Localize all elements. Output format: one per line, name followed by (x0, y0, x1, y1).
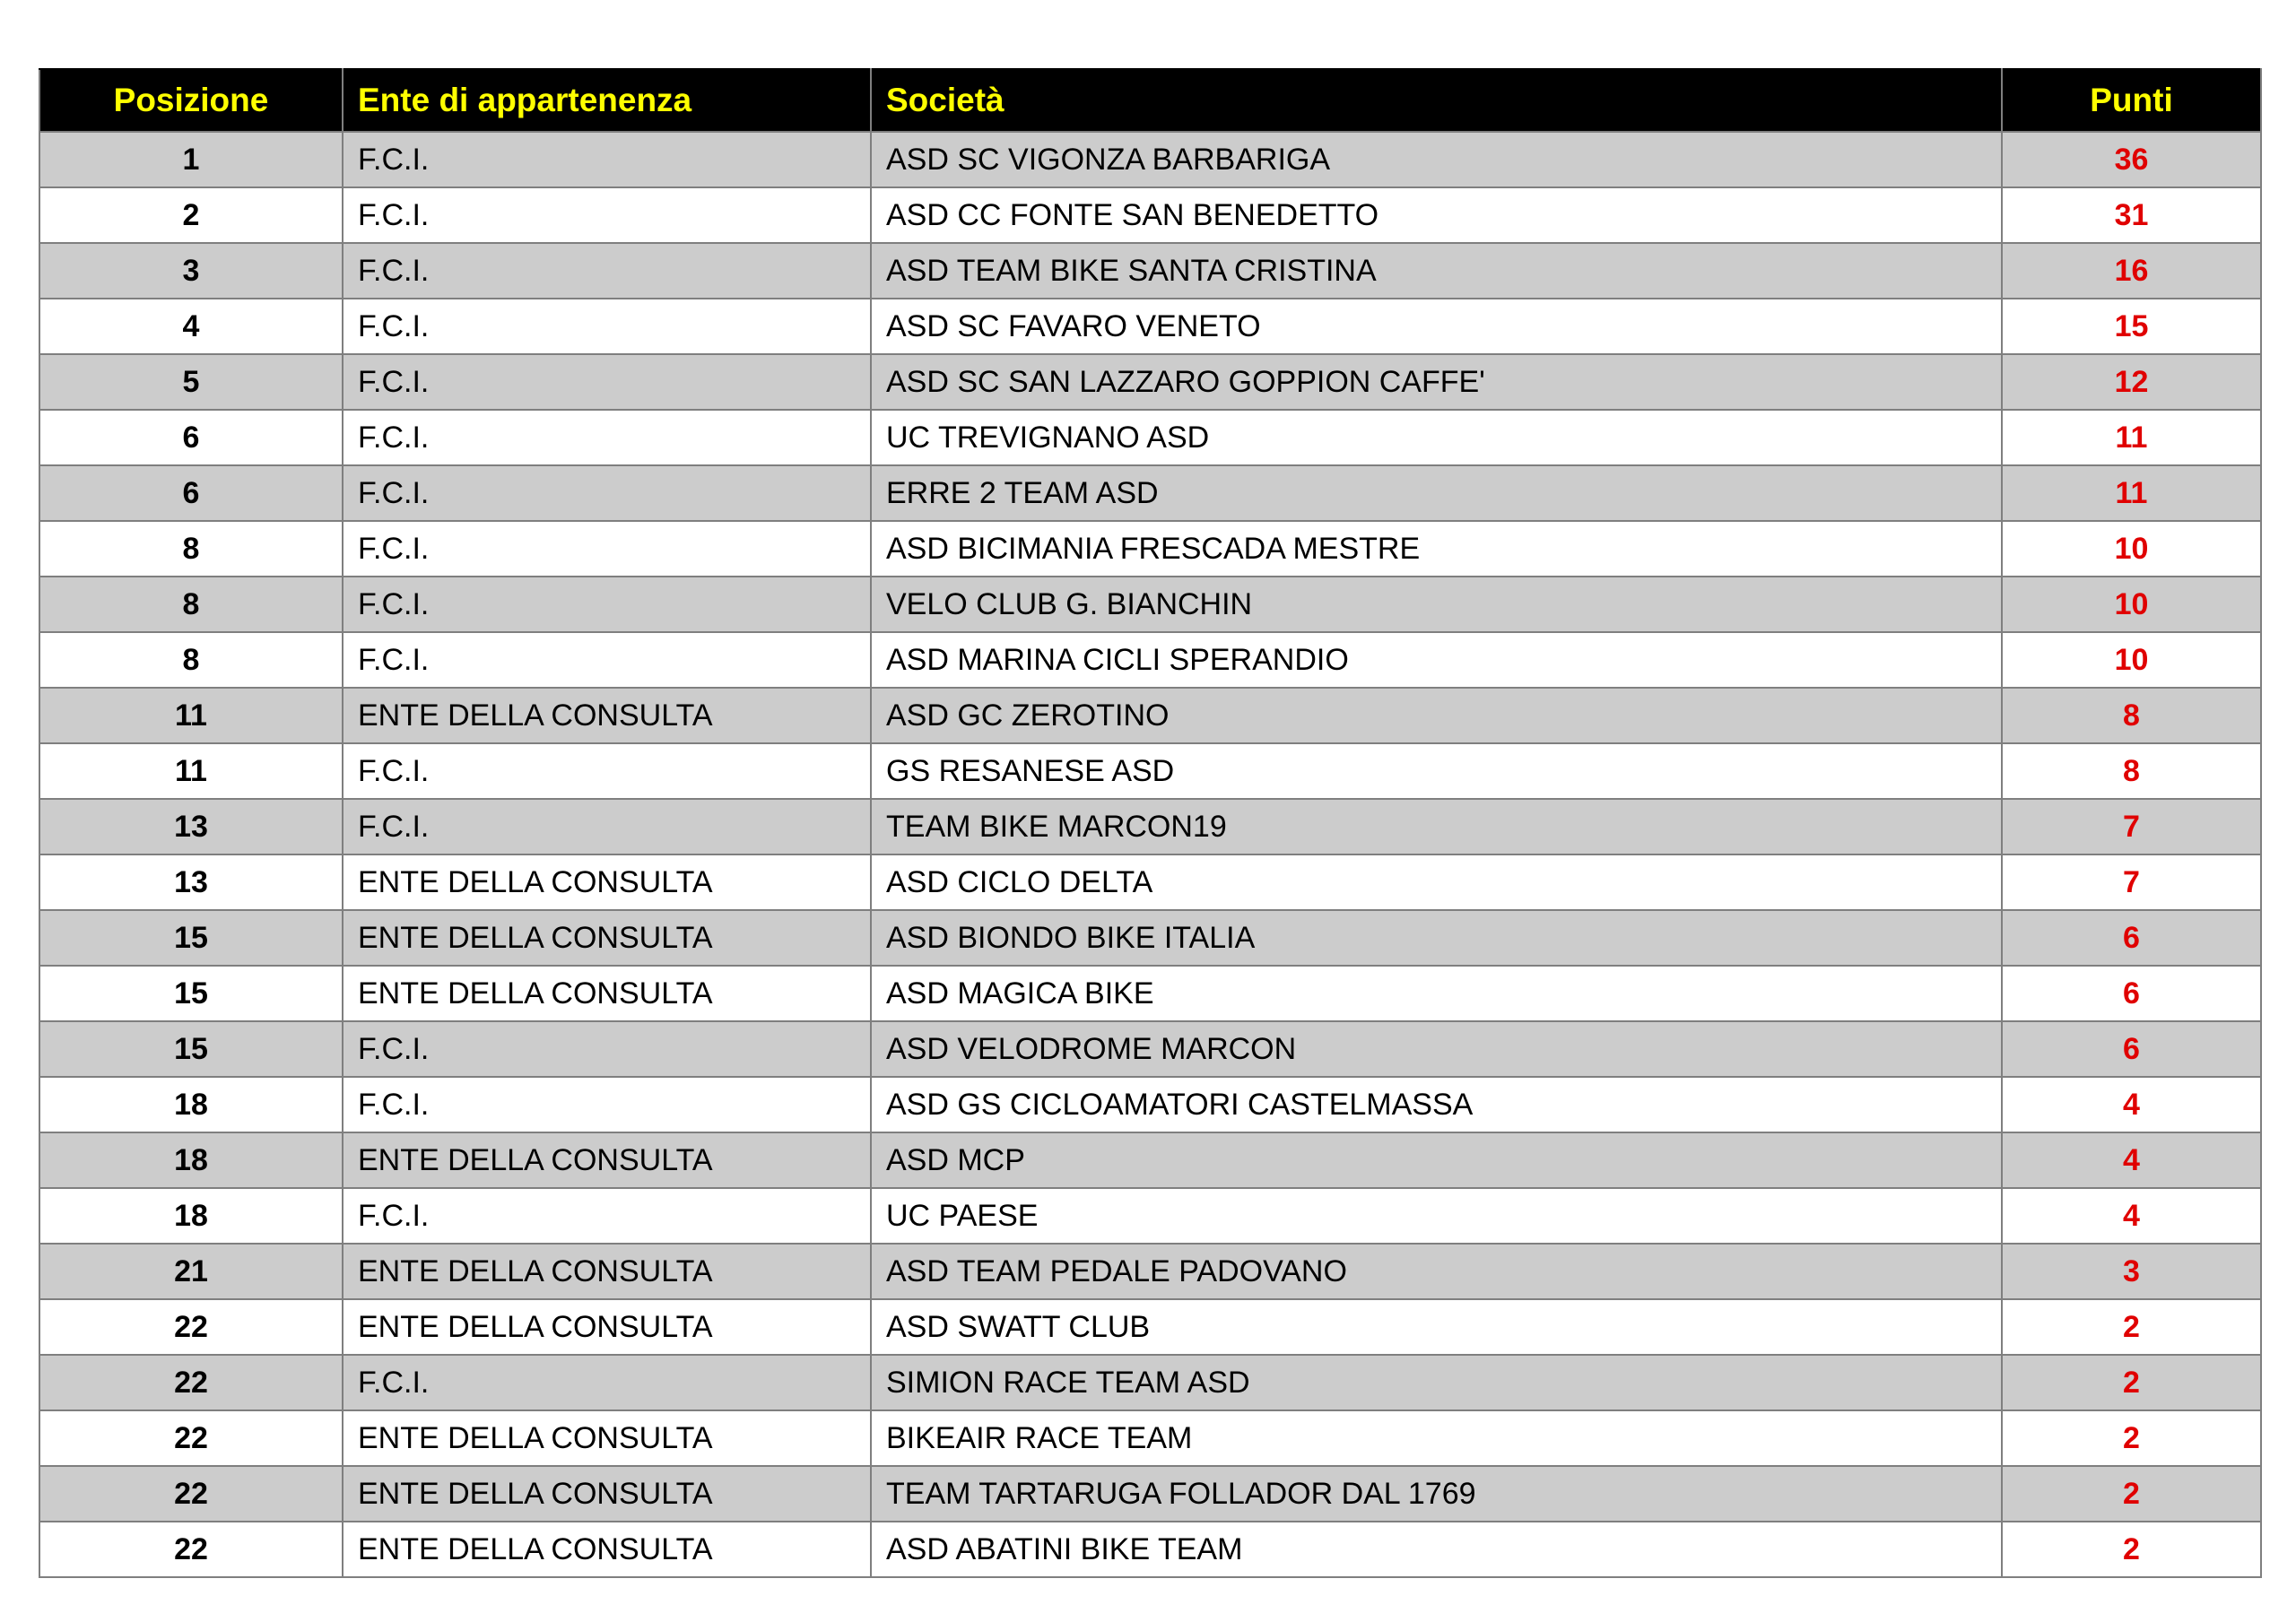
cell-posizione: 13 (39, 799, 343, 854)
cell-ente: F.C.I. (343, 1355, 871, 1410)
cell-societa: ASD SC SAN LAZZARO GOPPION CAFFE' (871, 354, 2002, 410)
table-row (39, 632, 2261, 688)
cell-ente: ENTE DELLA CONSULTA (343, 1132, 871, 1188)
cell-societa: ERRE 2 TEAM ASD (871, 465, 2002, 521)
cell-posizione: 18 (39, 1077, 343, 1132)
cell-punti: 10 (2002, 577, 2261, 632)
table-row (39, 354, 2261, 410)
cell-ente: F.C.I. (343, 1021, 871, 1077)
cell-punti: 12 (2002, 354, 2261, 410)
table-row (39, 1132, 2261, 1188)
cell-societa: ASD BIONDO BIKE ITALIA (871, 910, 2002, 966)
cell-punti: 31 (2002, 187, 2261, 243)
table-body (39, 132, 2261, 1577)
cell-posizione: 22 (39, 1355, 343, 1410)
header-row (39, 69, 2261, 132)
cell-punti: 2 (2002, 1355, 2261, 1410)
cell-punti: 7 (2002, 799, 2261, 854)
cell-posizione: 22 (39, 1299, 343, 1355)
cell-punti: 10 (2002, 521, 2261, 577)
cell-ente: F.C.I. (343, 1077, 871, 1132)
cell-societa: ASD VELODROME MARCON (871, 1021, 2002, 1077)
cell-ente: F.C.I. (343, 243, 871, 299)
table-row (39, 1021, 2261, 1077)
cell-societa: VELO CLUB G. BIANCHIN (871, 577, 2002, 632)
table-row (39, 465, 2261, 521)
header-posizione: Posizione (39, 69, 343, 132)
cell-societa: ASD SWATT CLUB (871, 1299, 2002, 1355)
cell-societa: ASD ABATINI BIKE TEAM (871, 1522, 2002, 1577)
cell-posizione: 22 (39, 1522, 343, 1577)
cell-ente: F.C.I. (343, 354, 871, 410)
cell-posizione: 6 (39, 465, 343, 521)
cell-posizione: 8 (39, 521, 343, 577)
cell-punti: 2 (2002, 1466, 2261, 1522)
cell-societa: ASD TEAM PEDALE PADOVANO (871, 1244, 2002, 1299)
cell-punti: 10 (2002, 632, 2261, 688)
cell-societa: ASD CC FONTE SAN BENEDETTO (871, 187, 2002, 243)
cell-punti: 6 (2002, 1021, 2261, 1077)
cell-punti: 7 (2002, 854, 2261, 910)
cell-societa: BIKEAIR RACE TEAM (871, 1410, 2002, 1466)
cell-posizione: 8 (39, 632, 343, 688)
table-row (39, 299, 2261, 354)
table-row (39, 743, 2261, 799)
table-row (39, 688, 2261, 743)
cell-ente: ENTE DELLA CONSULTA (343, 1466, 871, 1522)
cell-societa: ASD GS CICLOAMATORI CASTELMASSA (871, 1077, 2002, 1132)
cell-ente: ENTE DELLA CONSULTA (343, 1244, 871, 1299)
table-row (39, 1299, 2261, 1355)
cell-posizione: 11 (39, 688, 343, 743)
cell-punti: 6 (2002, 966, 2261, 1021)
cell-posizione: 1 (39, 132, 343, 187)
cell-punti: 11 (2002, 410, 2261, 465)
cell-posizione: 11 (39, 743, 343, 799)
cell-posizione: 2 (39, 187, 343, 243)
table-row (39, 132, 2261, 187)
table-row (39, 1410, 2261, 1466)
cell-posizione: 18 (39, 1188, 343, 1244)
cell-ente: F.C.I. (343, 743, 871, 799)
cell-posizione: 21 (39, 1244, 343, 1299)
cell-punti: 3 (2002, 1244, 2261, 1299)
cell-punti: 2 (2002, 1299, 2261, 1355)
cell-posizione: 13 (39, 854, 343, 910)
cell-ente: F.C.I. (343, 521, 871, 577)
cell-punti: 15 (2002, 299, 2261, 354)
cell-societa: ASD MAGICA BIKE (871, 966, 2002, 1021)
table-row (39, 1466, 2261, 1522)
ranking-table (39, 68, 2262, 1578)
cell-societa: SIMION RACE TEAM ASD (871, 1355, 2002, 1410)
cell-punti: 11 (2002, 465, 2261, 521)
cell-ente: ENTE DELLA CONSULTA (343, 688, 871, 743)
cell-posizione: 18 (39, 1132, 343, 1188)
table-row (39, 521, 2261, 577)
cell-posizione: 8 (39, 577, 343, 632)
header-ente: Ente di appartenenza (343, 69, 871, 132)
table-row (39, 187, 2261, 243)
table-row (39, 910, 2261, 966)
cell-societa: ASD MCP (871, 1132, 2002, 1188)
cell-posizione: 15 (39, 966, 343, 1021)
cell-societa: ASD GC ZEROTINO (871, 688, 2002, 743)
table-row (39, 243, 2261, 299)
table-row (39, 1077, 2261, 1132)
cell-posizione: 22 (39, 1466, 343, 1522)
table-row (39, 1188, 2261, 1244)
cell-posizione: 6 (39, 410, 343, 465)
cell-ente: F.C.I. (343, 577, 871, 632)
cell-punti: 4 (2002, 1077, 2261, 1132)
table-row (39, 799, 2261, 854)
cell-posizione: 15 (39, 910, 343, 966)
cell-punti: 8 (2002, 743, 2261, 799)
cell-societa: UC TREVIGNANO ASD (871, 410, 2002, 465)
cell-societa: GS RESANESE ASD (871, 743, 2002, 799)
cell-punti: 8 (2002, 688, 2261, 743)
cell-ente: F.C.I. (343, 410, 871, 465)
cell-societa: ASD MARINA CICLI SPERANDIO (871, 632, 2002, 688)
cell-punti: 2 (2002, 1410, 2261, 1466)
cell-punti: 6 (2002, 910, 2261, 966)
header-societa: Società (871, 69, 2002, 132)
cell-ente: F.C.I. (343, 632, 871, 688)
cell-societa: TEAM TARTARUGA FOLLADOR DAL 1769 (871, 1466, 2002, 1522)
cell-punti: 2 (2002, 1522, 2261, 1577)
cell-ente: ENTE DELLA CONSULTA (343, 854, 871, 910)
cell-societa: ASD SC FAVARO VENETO (871, 299, 2002, 354)
cell-ente: ENTE DELLA CONSULTA (343, 966, 871, 1021)
cell-ente: ENTE DELLA CONSULTA (343, 1299, 871, 1355)
cell-societa: ASD TEAM BIKE SANTA CRISTINA (871, 243, 2002, 299)
cell-posizione: 5 (39, 354, 343, 410)
cell-societa: UC PAESE (871, 1188, 2002, 1244)
cell-ente: F.C.I. (343, 1188, 871, 1244)
table-row (39, 577, 2261, 632)
table-row (39, 410, 2261, 465)
cell-societa: TEAM BIKE MARCON19 (871, 799, 2002, 854)
cell-posizione: 4 (39, 299, 343, 354)
cell-ente: F.C.I. (343, 132, 871, 187)
table-row (39, 1355, 2261, 1410)
cell-ente: F.C.I. (343, 187, 871, 243)
table-row (39, 966, 2261, 1021)
table-row (39, 854, 2261, 910)
table-row (39, 1244, 2261, 1299)
cell-ente: ENTE DELLA CONSULTA (343, 910, 871, 966)
cell-ente: ENTE DELLA CONSULTA (343, 1410, 871, 1466)
cell-ente: F.C.I. (343, 299, 871, 354)
cell-punti: 4 (2002, 1132, 2261, 1188)
cell-ente: F.C.I. (343, 465, 871, 521)
cell-ente: F.C.I. (343, 799, 871, 854)
cell-societa: ASD CICLO DELTA (871, 854, 2002, 910)
table-row (39, 1522, 2261, 1577)
cell-punti: 16 (2002, 243, 2261, 299)
cell-posizione: 3 (39, 243, 343, 299)
table-header (39, 69, 2261, 132)
cell-punti: 36 (2002, 132, 2261, 187)
cell-posizione: 15 (39, 1021, 343, 1077)
cell-posizione: 22 (39, 1410, 343, 1466)
cell-ente: ENTE DELLA CONSULTA (343, 1522, 871, 1577)
cell-societa: ASD BICIMANIA FRESCADA MESTRE (871, 521, 2002, 577)
cell-punti: 4 (2002, 1188, 2261, 1244)
header-punti: Punti (2002, 69, 2261, 132)
cell-societa: ASD SC VIGONZA BARBARIGA (871, 132, 2002, 187)
